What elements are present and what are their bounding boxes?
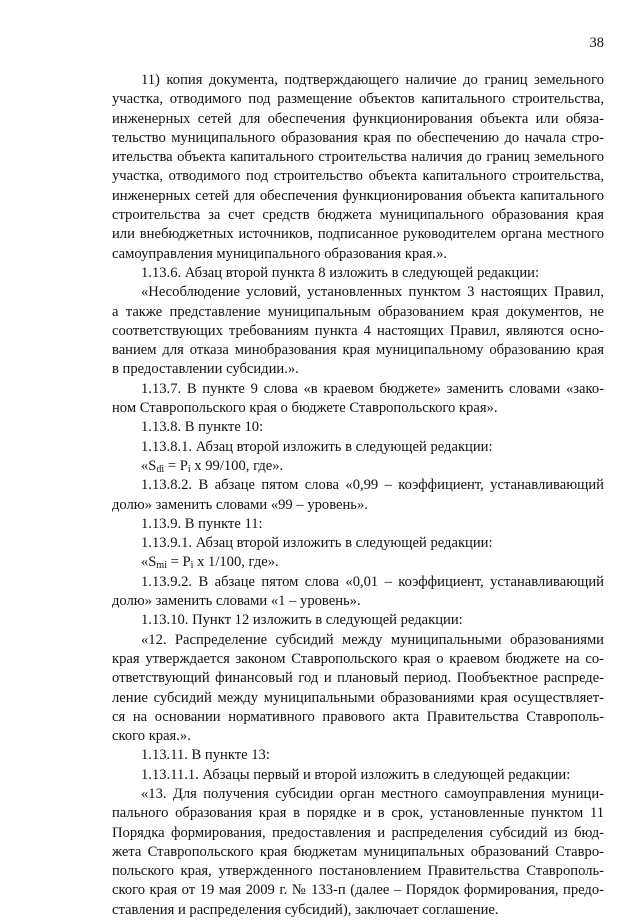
text-line: участка, отводимого под строительство объекта капитального строительства, <box>112 168 604 185</box>
paragraph-p13 <box>112 785 604 920</box>
paragraph-p11392 <box>112 573 604 612</box>
text-line: ном Ставропольского края о бюджете Ставропольского края». <box>112 400 498 417</box>
text-line: ского края от 19 мая 2009 г. № 133-п (далее – Порядок формирования, предо- <box>112 882 604 899</box>
paragraph-formula-sdi <box>112 457 604 476</box>
paragraph-p1137 <box>112 380 604 419</box>
text-line: ительства объекта капитального строительства наличия до границ земельного <box>112 149 604 166</box>
text-line: соответствующих требованиям пункта 4 настоящих Правил, являются осно- <box>112 322 604 339</box>
paragraph-p11311 <box>112 746 604 765</box>
text-line: ского края.». <box>112 728 191 745</box>
text-line: ление субсидий между муниципальными образованиями края осуществляет- <box>112 689 604 706</box>
paragraph-p-nesoblyudenie <box>112 283 604 379</box>
paragraph-p11382 <box>112 476 604 515</box>
text-line: жета Ставропольского края бюджетам муниципальных образований Ставро- <box>112 843 604 860</box>
text-line: ванием для отказа минобразования края муниципальному образованию края <box>112 342 604 359</box>
formula-subscript: di <box>156 463 165 475</box>
formula-line <box>112 553 604 572</box>
text-line: 1.13.8.1. Абзац второй изложить в следующей редакции: <box>141 438 493 455</box>
formula-text: x 99/100, где». <box>190 457 284 474</box>
paragraph-p11310 <box>112 611 604 630</box>
formula-text: = P <box>164 457 188 474</box>
paragraph-p1139 <box>112 515 604 534</box>
text-line: «Несоблюдение условий, установленных пунктом 3 настоящих Правил, <box>141 284 604 301</box>
formula-text: «S <box>141 554 157 571</box>
text-line: 1.13.7. В пункте 9 слова «в краевом бюджете» заменить словами «зако- <box>141 380 604 397</box>
paragraph-p11 <box>112 71 604 264</box>
text-line: 1.13.6. Абзац второй пункта 8 изложить в следующей редакции: <box>141 264 540 281</box>
paragraph-p1136 <box>112 264 604 283</box>
text-line: 1.13.10. Пункт 12 изложить в следующей редакции: <box>141 612 463 629</box>
text-line: строительства за счет средств бюджета муниципального образования края <box>112 207 604 224</box>
text-line: 1.13.8. В пункте 10: <box>141 419 264 436</box>
text-line: 1.13.9. В пункте 11: <box>141 515 263 532</box>
formula-line <box>112 457 604 476</box>
text-line: в предоставлении субсидии.». <box>112 361 299 378</box>
text-line: края утверждается законом Ставропольского края о краевом бюджете на со- <box>112 650 604 667</box>
text-line: тельство муниципального образования края по обеспечению до начала стро- <box>112 129 604 146</box>
text-line: ответствующий финансовый год и плановый период. Пообъектное распреде- <box>112 670 604 687</box>
text-line: ставления и распределения субсидий), заключает соглашение. <box>112 901 499 918</box>
paragraph-p1138 <box>112 418 604 437</box>
paragraph-p12 <box>112 631 604 747</box>
document-body <box>112 71 604 920</box>
text-line: 1.13.9.1. Абзац второй изложить в следующей редакции: <box>141 535 493 552</box>
text-line: долю» заменить словами «99 – уровень». <box>112 496 368 513</box>
paragraph-p113111 <box>112 766 604 785</box>
formula-subscript: i <box>187 463 191 475</box>
text-line: «13. Для получения субсидии орган местного самоуправления муници- <box>141 785 604 802</box>
text-line: 1.13.8.2. В абзаце пятом слова «0,99 – коэффициент, устанавливающий <box>141 477 604 494</box>
formula-text: x 1/100, где». <box>193 554 279 571</box>
text-line: польского края, утвержденного постановлением Правительства Ставрополь- <box>112 863 604 880</box>
paragraph-formula-smi <box>112 553 604 572</box>
text-line: Порядка формирования, предоставления и распределения субсидий из бюд- <box>112 824 604 841</box>
text-line: ся на основании нормативного правового акта Правительства Ставрополь- <box>112 708 604 725</box>
formula-text: = P <box>166 554 191 571</box>
text-line: инженерных сетей для обеспечения функционирования объекта капитального <box>112 187 604 204</box>
text-line: 1.13.9.2. В абзаце пятом слова «0,01 – коэффициент, устанавливающий <box>141 573 604 590</box>
paragraph-p11391 <box>112 534 604 553</box>
formula-subscript: i <box>190 560 194 572</box>
text-line: 11) копия документа, подтверждающего наличие до границ земельного <box>141 72 604 88</box>
text-line: «12. Распределение субсидий между муниципальными образованиями <box>141 631 604 648</box>
text-line: а также представление муниципальным образованием края документов, не <box>112 303 604 320</box>
text-line: 1.13.11. В пункте 13: <box>141 747 270 764</box>
text-line: инженерных сетей для обеспечения функционирования объекта или обяза- <box>112 110 604 127</box>
page-number: 38 <box>589 35 604 51</box>
text-line: 1.13.11.1. Абзацы первый и второй изложить в следующей редакции: <box>141 766 571 783</box>
formula-text: «S <box>141 457 157 474</box>
text-line: самоуправления муниципального образования края.». <box>112 245 448 262</box>
text-line: пального образования края в порядке и в срок, установленные пунктом 11 <box>112 805 604 822</box>
text-line: или внебюджетных источников, подписанное руководителем органа местного <box>112 226 604 243</box>
text-line: долю» заменить словами «1 – уровень». <box>112 593 361 610</box>
text-line: участка, отводимого под размещение объектов капитального строительства, <box>112 91 604 108</box>
paragraph-p11381 <box>112 438 604 457</box>
formula-subscript: mi <box>156 560 167 572</box>
